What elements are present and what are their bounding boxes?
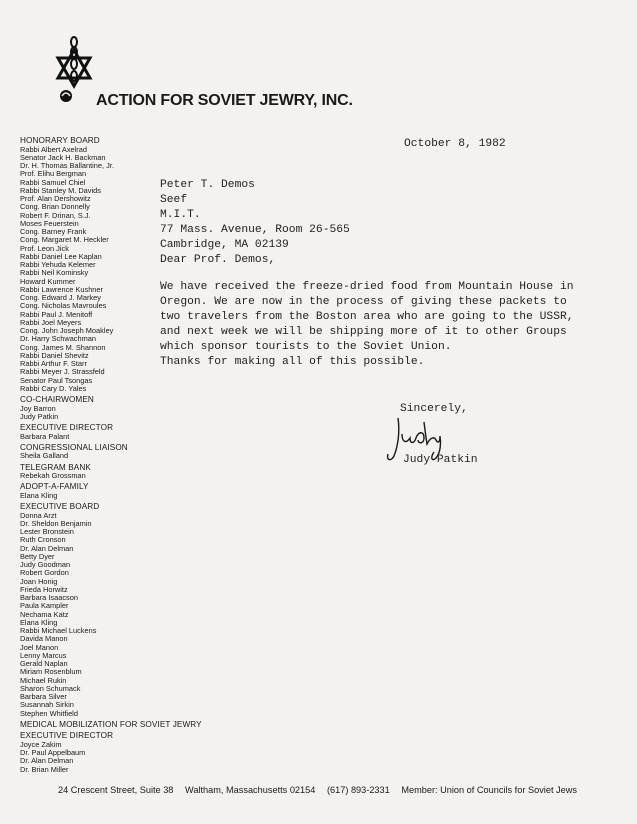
sidebar-member-name: Rabbi Yehuda Kelemer bbox=[20, 260, 96, 269]
sidebar-member-name: Cong. Edward J. Markey bbox=[20, 293, 101, 302]
sidebar-member-name: Prof. Alan Dershowitz bbox=[20, 194, 91, 203]
organization-name: ACTION FOR SOVIET JEWRY, INC. bbox=[96, 92, 353, 109]
sidebar-section-header: EXECUTIVE DIRECTOR bbox=[20, 423, 114, 432]
sidebar-member-name: Michael Rukin bbox=[20, 675, 67, 685]
recipient-line: 77 Mass. Avenue, Room 26-565 bbox=[160, 224, 350, 236]
sidebar-member-name: Joel Manon bbox=[20, 642, 59, 652]
sidebar-member-name: Rabbi Cary D. Yales bbox=[20, 383, 87, 393]
sidebar-member-name: Rabbi Paul J. Menitoff bbox=[20, 309, 93, 319]
sidebar-member-name: Rabbi Joel Meyers bbox=[20, 317, 82, 327]
sidebar-member-name: Rabbi Stanley M. Davids bbox=[20, 185, 101, 195]
sidebar-member-name: Cong. John Joseph Moakley bbox=[20, 326, 114, 335]
sidebar-member-name: Rabbi Neil Kominsky bbox=[20, 268, 89, 278]
letterhead-footer bbox=[58, 785, 586, 795]
closing: Sincerely, bbox=[400, 403, 468, 415]
sidebar-member-name: Cong. James M. Shannon bbox=[20, 342, 106, 352]
sidebar-member-name: Barbara Palant bbox=[20, 431, 70, 441]
recipient-address bbox=[160, 178, 350, 253]
sidebar-member-name: Prof. Elihu Bergman bbox=[20, 169, 87, 179]
sidebar-member-name: Judy Patkin bbox=[20, 411, 59, 421]
sidebar-member-name: Lester Bronstein bbox=[20, 527, 74, 536]
sidebar-member-name: Gerald Naplan bbox=[20, 659, 68, 668]
sidebar-member-name: Elana Kling bbox=[20, 617, 58, 627]
sidebar-member-name: Robert Gordon bbox=[20, 568, 69, 578]
sidebar-member-name: Judy Goodman bbox=[20, 560, 71, 569]
body-line: two travelers from the Boston area who are going to the USSR, bbox=[160, 311, 574, 323]
sidebar-member-name: Nechama Katz bbox=[20, 609, 69, 619]
body-line: We have received the freeze-dried food from Mountain House in bbox=[160, 281, 574, 293]
thanks-line: Thanks for making all of this possible. bbox=[160, 356, 425, 368]
footer-member: Member: Union of Councils for Soviet Jews bbox=[401, 785, 577, 795]
sidebar-member-name: Davida Manon bbox=[20, 634, 68, 644]
sidebar-section-header: EXECUTIVE BOARD bbox=[20, 502, 100, 511]
sidebar-member-name: Cong. Margaret M. Heckler bbox=[20, 235, 109, 245]
sidebar-member-name: Rabbi Meyer J. Strassfeld bbox=[20, 367, 105, 377]
sidebar-member-name: Barbara Isaacson bbox=[20, 593, 78, 602]
sidebar-member-name: Rabbi Samuel Chiel bbox=[20, 177, 86, 187]
sidebar-member-name: Dr. Alan Delman bbox=[20, 756, 74, 766]
sidebar-member-name: Rabbi Albert Axelrad bbox=[20, 144, 87, 154]
sidebar-member-name: Sheila Galland bbox=[20, 451, 69, 461]
sidebar-member-name: Miriam Rosenblum bbox=[20, 667, 82, 677]
sidebar-member-name: Ruth Cronson bbox=[20, 535, 66, 545]
sidebar-section-header: ADOPT-A-FAMILY bbox=[20, 482, 89, 492]
sidebar-section-header: MEDICAL MOBILIZATION FOR SOVIET JEWRY bbox=[20, 719, 202, 729]
body-line: and next week we will be shipping more of it to other Groups bbox=[160, 326, 567, 338]
recipient-line: Seef bbox=[160, 194, 188, 206]
sidebar-member-name: Betty Dyer bbox=[20, 551, 55, 561]
sidebar-member-name: Cong. Nicholas Mavroules bbox=[20, 301, 107, 311]
recipient-line: M.I.T. bbox=[160, 209, 201, 221]
sidebar-member-name: Cong. Barney Frank bbox=[20, 227, 87, 236]
sidebar-member-name: Dr. Alan Delman bbox=[20, 543, 74, 553]
sidebar-member-name: Joyce Zakim bbox=[20, 739, 62, 749]
sidebar-member-name: Dr. H. Thomas Ballantine, Jr. bbox=[20, 161, 114, 170]
sidebar-member-name: Stephen Whitfield bbox=[20, 708, 78, 718]
sidebar-member-name: Rabbi Michael Luckens bbox=[20, 626, 97, 635]
sidebar-member-name: Joy Barron bbox=[20, 403, 56, 413]
letter-date: October 8, 1982 bbox=[404, 138, 506, 150]
sidebar-member-name: Rebekah Grossman bbox=[20, 471, 86, 480]
sidebar-member-name: Rabbi Daniel Lee Kaplan bbox=[20, 251, 102, 261]
footer-address: 24 Crescent Street, Suite 38 bbox=[58, 785, 174, 795]
sidebar-section-header: CONGRESSIONAL LIAISON bbox=[20, 442, 128, 452]
sidebar-section-header: TELEGRAM BANK bbox=[20, 462, 91, 472]
sidebar-member-name: Elana Kling bbox=[20, 490, 58, 500]
sidebar-section-header: EXECUTIVE DIRECTOR bbox=[20, 731, 114, 741]
footer-city: Waltham, Massachusetts 02154 bbox=[184, 785, 316, 795]
sidebar-section-header: HONORARY BOARD bbox=[20, 136, 100, 145]
sidebar-member-name: Susannah Sirkin bbox=[20, 700, 74, 710]
sidebar-member-name: Frieda Horwitz bbox=[20, 584, 68, 594]
body-line: which sponsor tourists to the Soviet Union. bbox=[160, 341, 452, 353]
footer-phone: (617) 893-2331 bbox=[326, 785, 390, 795]
sidebar-member-name: Sharon Schumack bbox=[20, 683, 81, 693]
sidebar-section-header: CO-CHAIRWOMEN bbox=[20, 395, 94, 404]
sidebar-member-name: Paula Kampler bbox=[20, 601, 69, 611]
letter-body bbox=[160, 280, 580, 355]
sidebar-member-name: Cong. Brian Donnelly bbox=[20, 202, 90, 212]
sidebar-member-name: Moses Feuerstein bbox=[20, 218, 79, 228]
sidebar-member-name: Lenny Marcus bbox=[20, 650, 67, 660]
signer-name: Judy Patkin bbox=[403, 454, 478, 466]
sidebar-member-name: Howard Kummer bbox=[20, 276, 76, 286]
sidebar-member-name: Dr. Paul Appelbaum bbox=[20, 748, 86, 757]
recipient-line: Peter T. Demos bbox=[160, 179, 255, 191]
sidebar-member-name: Senator Paul Tsongas bbox=[20, 375, 93, 385]
sidebar-member-name: Prof. Leon Jick bbox=[20, 243, 69, 253]
star-of-david-chain-logo bbox=[52, 36, 96, 106]
body-line: Oregon. We are now in the process of giving these packets to bbox=[160, 296, 567, 308]
sidebar-member-name: Donna Arzt bbox=[20, 510, 57, 520]
recipient-line: Cambridge, MA 02139 bbox=[160, 239, 289, 251]
sidebar-member-name: Senator Jack H. Backman bbox=[20, 152, 106, 162]
sidebar-member-name: Dr. Sheldon Benjamin bbox=[20, 518, 92, 528]
salutation: Dear Prof. Demos, bbox=[160, 254, 276, 266]
sidebar-member-name: Rabbi Lawrence Kushner bbox=[20, 284, 103, 294]
sidebar-member-name: Joan Honig bbox=[20, 576, 58, 586]
sidebar-member-name: Rabbi Arthur F. Starr bbox=[20, 359, 87, 368]
sidebar-member-name: Rabbi Daniel Shevitz bbox=[20, 350, 89, 360]
sidebar-member-name: Barbara Silver bbox=[20, 692, 67, 701]
sidebar-member-name: Dr. Harry Schwachman bbox=[20, 334, 96, 344]
sidebar-member-name: Robert F. Drinan, S.J. bbox=[20, 210, 91, 220]
sidebar-member-name: Dr. Brian Miller bbox=[20, 764, 69, 774]
